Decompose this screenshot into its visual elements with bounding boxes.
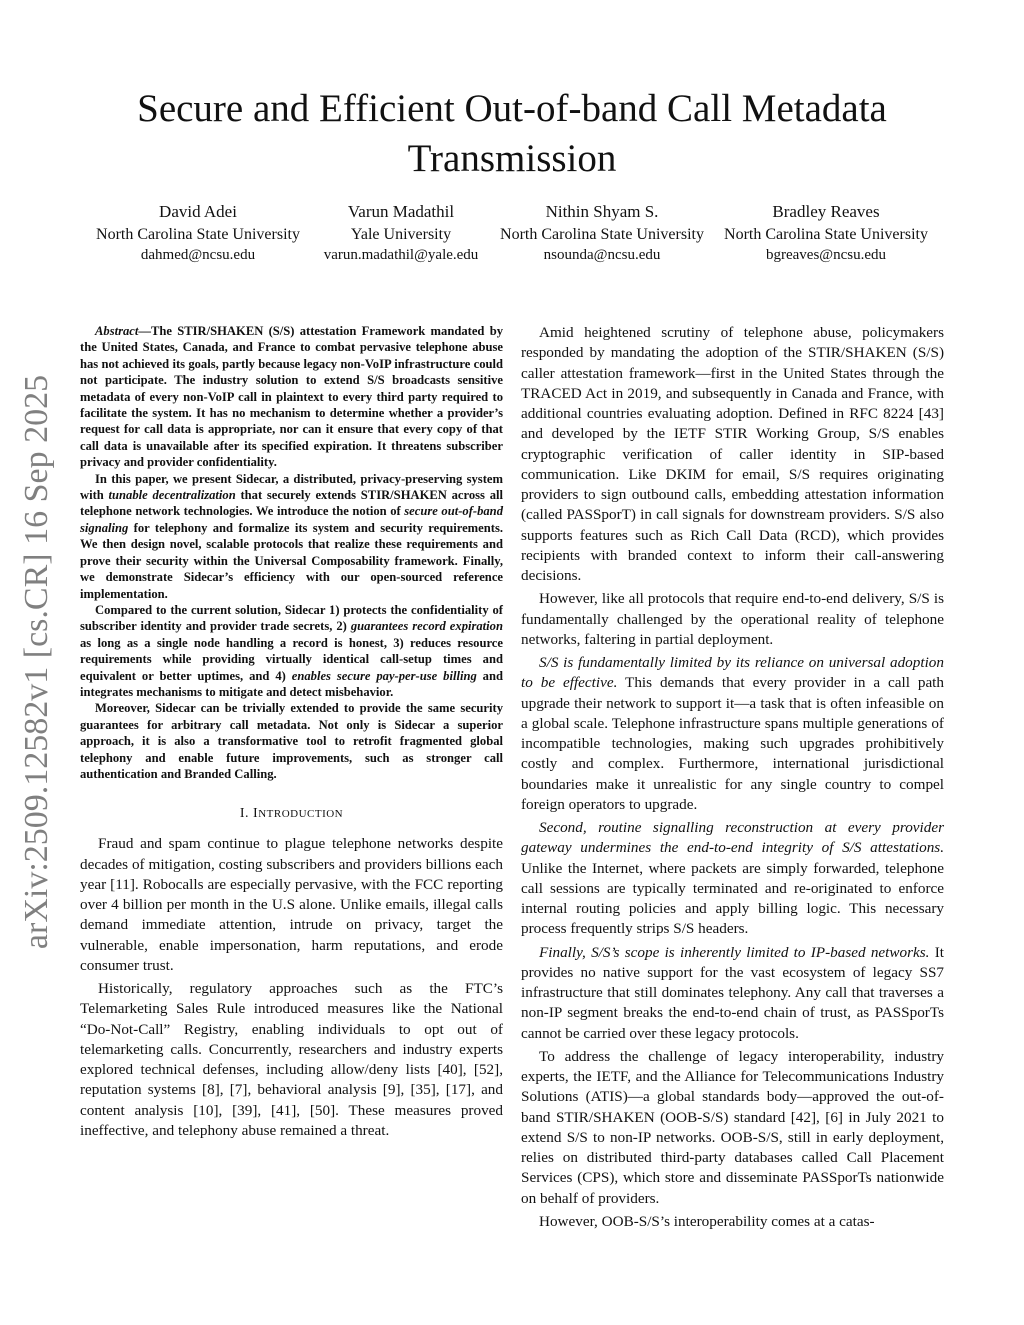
body-paragraph: Amid heightened scrutiny of telephone abuse, policymakers responded by mandating the adoption of the STIR/SHAKEN (S/S) caller attestation framework—first in the United States through the TRACED Act in 2019, and subsequently in Canada and France, with additional countries evaluating adoption. Defined in RFC 8224 [43] and developed by the IETF STIR Working Group, S/S enables cryptographic verification of caller identity in SIP-based communication. Like DKIM for email, S/S requires originating providers to sign outbound calls, embedding attestation information (called PASSporT) in call signals for downstream providers. S/S also supports features such as Rich Call Data (RCD), which provides recipients with branded context to inform their call-answering decisions.: [521, 324, 944, 584]
body-paragraph: To address the challenge of legacy interoperability, industry experts, the IETF, and the Alliance for Telecommunications Industry Solutions (ATIS)—a global standards body—approved the out-of-band STIR/SHAKEN (OOB-S/S) standard [42], [6] in July 2021 to extend S/S to non-IP networks. OOB-S/S, still in early deployment, relies on distributed third-party databases called Call Placement Services (CPS), which store and disseminate PASSporTs nationwide on behalf of providers.: [521, 1047, 944, 1207]
body-paragraph: However, like all protocols that require end-to-end delivery, S/S is fundamentally challenged by the operational reality of telephone networks, faltering in partial deployment.: [521, 590, 944, 648]
abstract-paragraph: Compared to the current solution, Sidecar 1) protects the confidentiality of subscriber identity and provider trade secrets, 2) guarantees record expiration as long as a single node handling a record is honest, 3) reduces resource requirements while providing virtually identical call-setup times and equivalent or better uptimes, and 4) enables secure pay-per-use billing and integrates mechanisms to mitigate and detect misbehavior.: [80, 602, 503, 699]
arxiv-identifier-stamp: arXiv:2509.12582v1 [cs.CR] 16 Sep 2025: [18, 374, 55, 950]
body-paragraph: However, OOB-S/S’s interoperability comes at a catas-: [539, 1212, 875, 1230]
abstract-paragraph: Moreover, Sidecar can be trivially extended to provide the same security guarantees for arbitrary call metadata. Not only is Sidecar a superior approach, it is also a transformative tool to retrofit fragmented global telephony and enable future improvements, such as stronger call authentication and Branded Calling.: [80, 701, 503, 781]
abstract-paragraph: In this paper, we present Sidecar, a distributed, privacy-preserving system with tunable decentralization that securely extends STIR/SHAKEN across all telephone network technologies. We introduce the notion of secure out-of-band signaling for telephony and formalize its system and security requirements. We then design novel, scalable protocols that realize these requirements and prove their security within the Universal Composability framework. Finally, we demonstrate Sidecar’s efficiency with our open-sourced reference implementation.: [80, 471, 503, 601]
body-paragraph: Finally, S/S’s scope is inherently limited to IP-based networks. It provides no native support for the vast ecosystem of legacy SS7 infrastructure that still dominates telephony. Any call that traverses a non-IP segment breaks the end-to-end chain of trust, as PASSporTs cannot be carried over these legacy protocols.: [521, 943, 945, 1042]
author-name: Bradley Reaves: [772, 202, 880, 221]
author-affiliation: North Carolina State University: [724, 226, 928, 243]
body-paragraph: Fraud and spam continue to plague telephone networks despite decades of mitigation, costing subscribers and providers billions each year [11]. Robocalls are especially pervasive, with the FCC reporting over 4 billion per month in the U.S alone. Unlike emails, illegal calls demand immediate attention, intrude on privacy, target the vulnerable, enable impersonation, harm reputations, and erode consumer trust.: [80, 835, 503, 974]
right-column: [521, 323, 944, 1232]
author-block: [711, 201, 941, 266]
author-email: bgreaves@ncsu.edu: [765, 247, 887, 263]
author-name: David Adei: [159, 202, 237, 221]
author-name: Nithin Shyam S.: [545, 202, 659, 221]
author-name: Varun Madathil: [347, 202, 455, 221]
section-heading: I. INTRODUCTION: [239, 806, 344, 822]
author-block: [487, 201, 717, 266]
author-affiliation: Yale University: [350, 226, 452, 243]
body-paragraph: Second, routine signalling reconstruction at every provider gateway undermines the end-to-end integrity of S/S attestations. Unlike the Internet, where packets are simply forwarded, telephone call sessions are typically terminated and re-originated to enforce internal routing policies and apply billing logic. This necessary process frequently strips S/S headers.: [521, 819, 944, 938]
author-email: varun.madathil@yale.edu: [323, 247, 479, 263]
author-block: [83, 201, 313, 266]
author-affiliation: North Carolina State University: [500, 226, 704, 243]
author-affiliation: North Carolina State University: [96, 226, 300, 243]
author-email: dahmed@ncsu.edu: [140, 247, 256, 263]
left-column: [80, 323, 503, 1141]
abstract-paragraph: Abstract—The STIR/SHAKEN (S/S) attestation Framework mandated by the United States, Canada, and France to combat pervasive telephone abuse has not achieved its goals, partly because legacy non-VoIP infrastructure could not participate. The industry solution to extend S/S broadcasts sensitive metadata of every non-VoIP call in plaintext to every third party required to facilitate the system. It has no mechanism to determine whether a provider’s request for call data is appropriate, nor can it ensure that every copy of that call data is unavailable after its specified expiration. It threatens subscriber privacy and provider confidentiality.: [80, 324, 503, 470]
paper-title: Secure and Efficient Out-of-band Call Metadata Transmission: [137, 87, 887, 180]
introduction-left: [80, 834, 503, 1141]
author-block: [286, 201, 516, 266]
author-email: nsounda@ncsu.edu: [543, 247, 661, 263]
abstract: [80, 323, 503, 782]
introduction-right: [521, 323, 944, 1232]
body-paragraph: Historically, regulatory approaches such as the FTC’s Telemarketing Sales Rule introduced measures like the National “Do-Not-Call” Registry, enabling individuals to opt out of telemarketing calls. Concurrently, researchers and industry experts explored technical defenses, including allow/deny lists [40], [52], reputation systems [8], [7], behavioral analysis [9], [35], [17], and content analysis [10], [39], [41], [50]. These measures proved ineffective, and telephony abuse remained a threat.: [80, 980, 503, 1139]
body-paragraph: S/S is fundamentally limited by its reliance on universal adoption to be effective. This demands that every provider in a call path upgrade their network to support it—a task that is often infeasible on a global scale. Telephone infrastructure spans multiple generations of incompatible technologies, making such upgrades prohibitively costly and complex. Furthermore, international jurisdictional boundaries make it unrealistic for any single country to compel foreign operators to upgrade.: [521, 654, 945, 813]
abstract-label: Abstract: [95, 324, 139, 338]
